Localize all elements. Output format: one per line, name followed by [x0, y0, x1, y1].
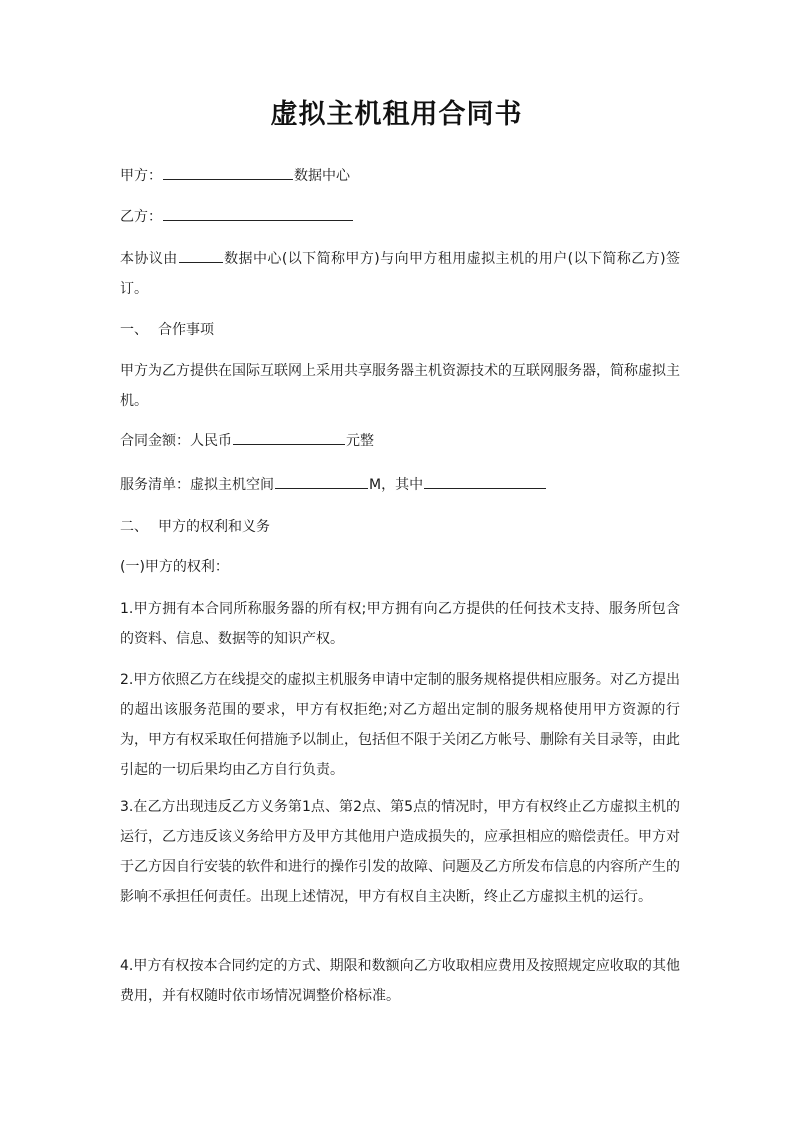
- party-a-line: [120, 161, 680, 191]
- list-item: 4.甲方有权按本合同约定的方式、期限和数额向乙方收取相应费用及按照规定应收取的其他费用，并有权随时依市场情况调整价格标准。: [120, 958, 680, 1004]
- service-prefix: 服务清单：虚拟主机空间: [120, 477, 274, 493]
- intro-prefix: 本协议由: [120, 251, 178, 267]
- section-1-paragraph: 甲方为乙方提供在国际互联网上采用共享服务器主机资源技术的互联网服务器，简称虚拟主机。: [120, 363, 680, 409]
- service-other-blank: [424, 473, 546, 489]
- party-b-line: [120, 202, 680, 232]
- section-2-heading: [120, 512, 680, 542]
- service-middle: M，其中: [369, 477, 424, 493]
- intro-paragraph: [120, 244, 680, 304]
- service-list-line: [120, 470, 680, 500]
- party-a-blank: [163, 164, 293, 180]
- section-2-number: 二、: [120, 519, 148, 535]
- party-b-blank: [163, 205, 353, 221]
- list-item: 2.甲方依照乙方在线提交的虚拟主机服务申请中定制的服务规格提供相应服务。对乙方提出的超出该服务范围的要求，甲方有权拒绝;对乙方超出定制的服务规格使用甲方资源的行为，甲方有权采取任何措施予以制止，包括但不限于关闭乙方帐号、删除有关目录等，由此引起的一切后果均由乙方自行负责。: [120, 672, 680, 778]
- section-2-subheading: (一)甲方的权利：: [120, 559, 229, 575]
- section-1-title: 合作事项: [158, 322, 214, 338]
- page-title: 虚拟主机租用合同书: [270, 99, 523, 130]
- party-a-suffix: 数据中心: [294, 168, 350, 184]
- amount-blank: [233, 429, 345, 445]
- intro-blank: [179, 247, 223, 263]
- contract-amount-line: [120, 426, 680, 456]
- list-item: 1.甲方拥有本合同所称服务器的所有权;甲方拥有向乙方提供的任何技术支持、服务所包含的资料、信息、数据等的知识产权。: [120, 601, 680, 647]
- amount-suffix: 元整: [346, 433, 374, 449]
- party-b-label: 乙方：: [120, 209, 162, 225]
- party-a-label: 甲方：: [120, 168, 162, 184]
- section-1-heading: [120, 315, 680, 345]
- section-1-number: 一、: [120, 322, 148, 338]
- service-space-blank: [275, 473, 368, 489]
- section-2-title: 甲方的权利和义务: [158, 519, 270, 535]
- list-item: 3.在乙方出现违反乙方义务第1点、第2点、第5点的情况时，甲方有权终止乙方虚拟主机的运行，乙方违反该义务给甲方及甲方其他用户造成损失的，应承担相应的赔偿责任。甲方对于乙方因自行安装的软件和进行的操作引发的故障、问题及乙方所发布信息的内容所产生的影响不承担任何责任。出现上述情况，甲方有权自主决断，终止乙方虚拟主机的运行。: [120, 799, 680, 905]
- amount-prefix: 合同金额：人民币: [120, 433, 232, 449]
- intro-suffix: 数据中心(以下简称甲方)与向甲方租用虚拟主机的用户(以下简称乙方)签订。: [120, 251, 680, 297]
